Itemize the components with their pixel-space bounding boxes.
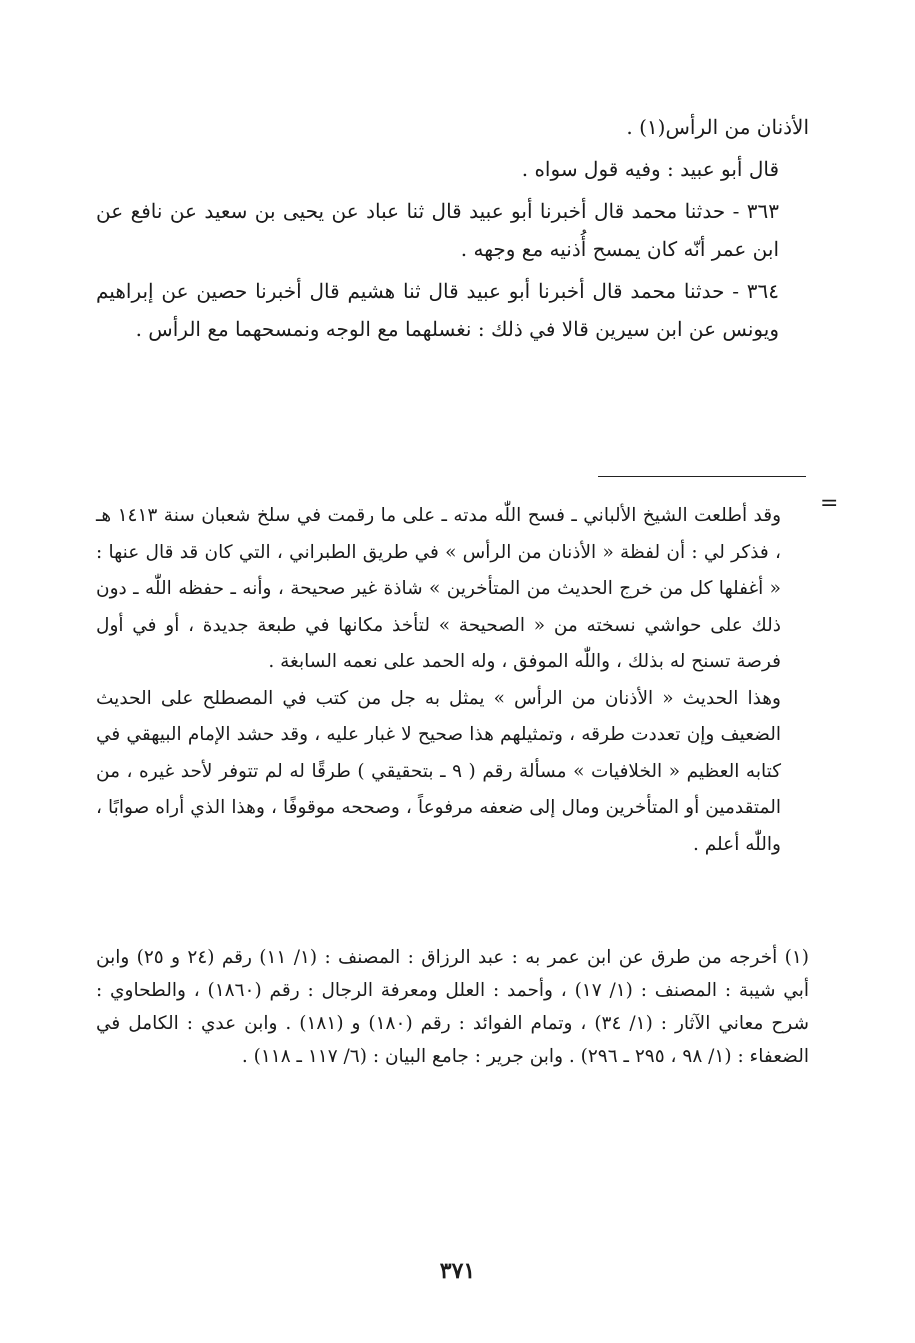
page-number: ٣٧١ [439,1258,476,1284]
main-line-2: قال أبو عبيد : وفيه قول سواه . [521,157,779,181]
footnote [96,941,809,1073]
footnote-text: (١) أخرجه من طرق عن ابن عمر به : عبد الرزاق : المصنف : (١/ ١١) رقم (٢٤ و ٢٥) وابن أبي شيبة : المصنف : (١/ ١٧) ، وأحمد : العلل ومعرفة الرجال : رقم (١٨٦٠) ، والطحاوي : شرح معاني الآثار : (١/ ٣٤) ، وتمام الفوائد : رقم (١٨٠) و (١٨١) . وابن عدي : الكامل في الضعفاء : (١/ ٩٨ ، ٢٩٥ ـ ٢٩٦) . وابن جرير : جامع البيان : (٦/ ١١٧ ـ ١١٨) . [96,947,809,1067]
separator-line [598,476,806,477]
note-paragraph-1: وقد أطلعت الشيخ الألباني ـ فسح اللّٰه مدته ـ على ما رقمت في سلخ شعبان سنة ١٤١٣ هـ ، فذكر لي : أن لفظة « الأذنان من الرأس » في طريق الطبراني ، التي كان قد قال عنها : « أغفلها كل من خرج الحديث من المتأخرين » شاذة غير صحيحة ، وأنه ـ حفظه اللّٰه ـ دون ذلك على حواشي نسخته من « الصحيحة » لتأخذ مكانها في طبعة جديدة ، أو في أول فرصة تسنح له بذلك ، واللّٰه الموفق ، وله الحمد على نعمه السابغة . [96,505,782,672]
note-paragraph-2: وهذا الحديث « الأذنان من الرأس » يمثل به جل من كتب في المصطلح على الحديث الضعيف وإن تعددت طرقه ، وتمثيلهم هذا صحيح لا غبار عليه ، وقد حشد الإمام البيهقي في كتابه العظيم « الخلافيات » مسألة رقم ( ٩ ـ بتحقيقي ) طرقًا له لم تتوفر لأحد غيره ، من المتقدمين أو المتأخرين ومال إلى ضعفه مرفوعاً ، وصححه موقوفًا ، وهذا الذي أراه صوابًا ، واللّٰه أعلم . [96,687,782,855]
hadith-363: ٣٦٣ - حدثنا محمد قال أخبرنا أبو عبيد قال ثنا عباد عن يحيى بن سعيد عن نافع عن ابن عمر أنّه كان يمسح أُذنيه مع وجهه . [96,199,779,261]
notes-section [96,498,809,863]
note-mark: = [820,491,839,516]
main-text [96,108,809,348]
main-line-1: الأذنان من الرأس(١) . [626,115,809,139]
hadith-364: ٣٦٤ - حدثنا محمد قال أخبرنا أبو عبيد قال ثنا هشيم قال أخبرنا حصين عن إبراهيم ويونس عن ابن سيرين قالا في ذلك : نغسلهما مع الوجه ونمسحهما مع الرأس . [96,279,779,341]
